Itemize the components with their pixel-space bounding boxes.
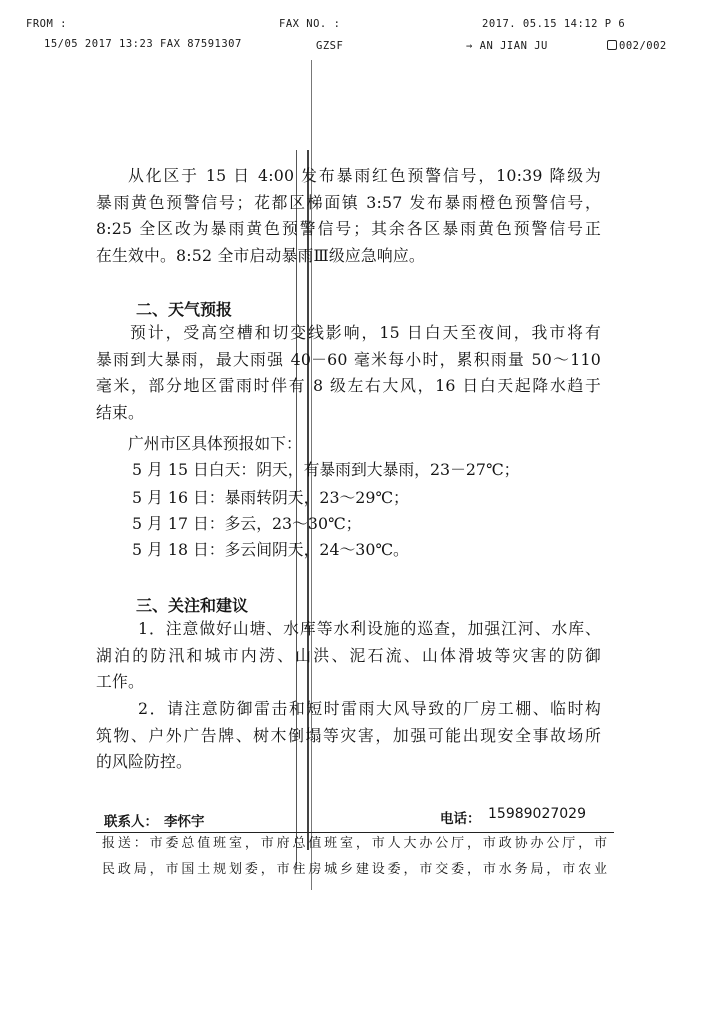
forecast-item-may-15: 5 月 15 日白天：阴天，有暴雨到大暴雨，23－27℃； — [132, 460, 520, 479]
section-three-heading: 三、关注和建议 — [136, 596, 249, 615]
forecast-item-may-18: 5 月 18 日：多云间阴天，24～30℃。 — [132, 540, 409, 559]
suggestion-item-one — [96, 616, 601, 696]
paragraph-line: 毫米，部分地区雷雨时伴有 8 级左右大风，16 日白天起降水趋于 — [96, 376, 601, 395]
fax-page-box-icon — [607, 40, 617, 50]
fax-page-counter-value: 002/002 — [619, 40, 667, 52]
fax-datetime: 2017. 05.15 14:12 P 6 — [482, 18, 626, 30]
paragraph-line: 的风险防控。 — [96, 752, 192, 771]
section-two-heading: 二、天气预报 — [136, 300, 233, 319]
fax-station-code: GZSF — [316, 40, 344, 52]
fax-from-label: FROM : — [26, 18, 67, 30]
forecast-item-may-16: 5 月 16 日：暴雨转阴天，23～29℃； — [132, 488, 409, 507]
section-two-paragraph — [96, 320, 601, 426]
fax-transmission-line: 15/05 2017 13:23 FAX 87591307 — [44, 38, 242, 50]
paragraph-line: 8:25 全区改为暴雨黄色预警信号；其余各区暴雨黄色预警信号正 — [96, 219, 601, 238]
contact-phone-label: 电话： — [440, 811, 481, 827]
paragraph-line: 暴雨到大暴雨，最大雨强 40－60 毫米每小时，累积雨量 50～110 — [96, 349, 601, 369]
forecast-intro: 广州市区具体预报如下： — [128, 434, 302, 453]
paragraph-line: 2．请注意防御雷击和短时雷雨大风导致的厂房工棚、临时构 — [138, 699, 601, 718]
fax-number-label: FAX NO. : — [279, 18, 341, 30]
fax-destination: → AN JIAN JU — [466, 40, 548, 52]
paragraph-line: 工作。 — [96, 672, 144, 691]
section-one-tail — [96, 163, 601, 269]
paragraph-line: 在生效中。8:52 全市启动暴雨Ⅲ级应急响应。 — [96, 245, 425, 265]
contact-phone-number: 15989027029 — [488, 806, 586, 822]
contact-person-name: 李怀宇 — [164, 814, 205, 830]
distribution-line: 民政局，市国土规划委，市住房城乡建设委，市交委，市水务局，市农业 — [102, 862, 607, 877]
paragraph-line: 从化区于 15 日 4:00 发布暴雨红色预警信号，10:39 降级为 — [128, 166, 601, 185]
paragraph-line: 湖泊的防汛和城市内涝、山洪、泥石流、山体滑坡等灾害的防御 — [96, 645, 601, 665]
paragraph-line: 结束。 — [96, 402, 144, 422]
suggestion-item-two — [96, 696, 601, 776]
paragraph-line: 1．注意做好山塘、水库等水利设施的巡查，加强江河、水库、 — [138, 619, 601, 638]
forecast-item-may-17: 5 月 17 日：多云，23～30℃； — [132, 514, 362, 533]
paragraph-line: 筑物、户外广告牌、树木倒塌等灾害，加强可能出现安全事故场所 — [96, 725, 601, 745]
distribution-list — [102, 831, 607, 883]
contact-person-label: 联系人： — [104, 814, 158, 830]
paragraph-line: 预计，受高空槽和切变线影响，15 日白天至夜间，我市将有 — [130, 323, 601, 342]
fax-page-counter — [607, 40, 667, 52]
paragraph-line: 暴雨黄色预警信号；花都区梯面镇 3:57 发布暴雨橙色预警信号， — [96, 192, 601, 212]
distribution-line: 报送：市委总值班室，市府总值班室，市人大办公厅，市政协办公厅，市 — [102, 836, 607, 851]
